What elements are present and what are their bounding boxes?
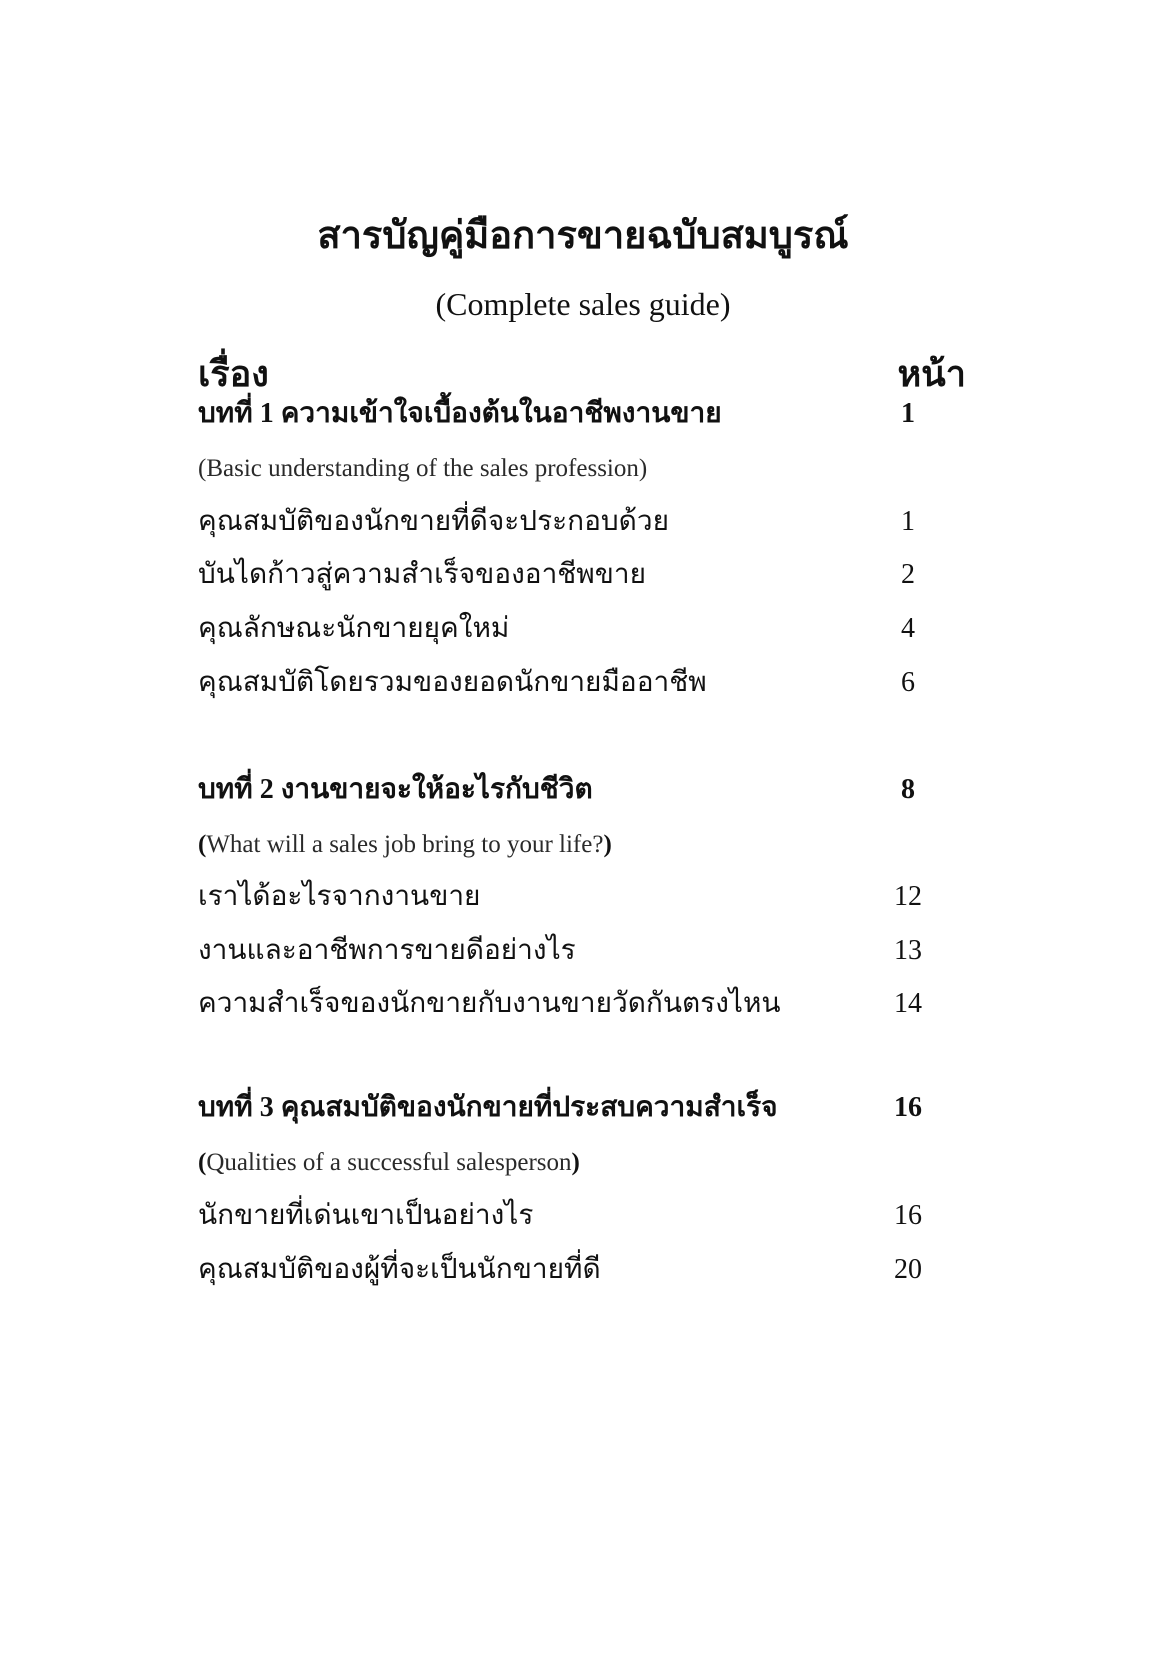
chapter-1-english-title [198, 446, 938, 492]
toc-entry [198, 499, 938, 545]
chapter-2-row [198, 767, 938, 813]
toc-entry-title: นักขายที่เด่นเขาเป็นอย่างไร [198, 1200, 534, 1231]
chapter-2-title: บทที่ 2 งานขายจะให้อะไรกับชีวิต [198, 774, 593, 805]
close-paren: ) [571, 1149, 580, 1176]
page-title: สารบัญคู่มือการขายฉบับสมบูรณ์ [317, 215, 849, 257]
chapter-3-title: บทที่ 3 คุณสมบัติของนักขายที่ประสบความสำเร็จ [198, 1092, 778, 1123]
close-paren: ) [603, 831, 612, 858]
toc-entry [198, 981, 938, 1027]
toc-entry [198, 606, 938, 652]
toc-entry-title: คุณสมบัติของนักขายที่ดีจะประกอบด้วย [198, 506, 669, 537]
toc-entry-title: คุณสมบัติของผู้ที่จะเป็นนักขายที่ดี [198, 1254, 601, 1285]
toc-entry [198, 552, 938, 598]
toc-entry-page: 2 [901, 559, 915, 590]
open-paren: ( [198, 1149, 207, 1176]
topic-column-header: เรื่อง [198, 354, 269, 394]
toc-entry [198, 660, 938, 706]
toc-entry-title: บันไดก้าวสู่ความสำเร็จของอาชีพขาย [198, 559, 647, 590]
chapter-2-english-text: What will a sales job bring to your life? [206, 831, 604, 858]
chapter-3-row [198, 1085, 938, 1131]
chapter-1-title: บทที่ 1 ความเข้าใจเบื้องต้นในอาชีพงานขาย [198, 398, 722, 429]
toc-entry-page: 20 [894, 1254, 922, 1285]
toc-entry-page: 14 [894, 988, 922, 1019]
toc-entry-page: 6 [901, 667, 915, 698]
toc-entry [198, 928, 938, 974]
toc-entry-page: 13 [894, 935, 922, 966]
toc-entry-page: 12 [894, 881, 922, 912]
chapter-3-english-text: Qualities of a successful salesperson [206, 1149, 572, 1176]
toc-entry-title: คุณสมบัติโดยรวมของยอดนักขายมืออาชีพ [198, 667, 707, 698]
toc-entry-page: 4 [901, 613, 915, 644]
toc-entry [198, 1247, 938, 1293]
chapter-1-english-text: (Basic understanding of the sales profession) [198, 455, 648, 482]
chapter-2-english-title [198, 822, 938, 868]
toc-entry-title: คุณลักษณะนักขายยุคใหม่ [198, 613, 510, 644]
toc-entry-title: ความสำเร็จของนักขายกับงานขายวัดกันตรงไหน [198, 988, 781, 1019]
toc-entry-page: 1 [901, 506, 915, 537]
toc-entry [198, 874, 938, 920]
chapter-1-row [198, 391, 938, 437]
toc-entry-title: งานและอาชีพการขายดีอย่างไร [198, 935, 576, 966]
page-subtitle: (Complete sales guide) [435, 286, 731, 322]
toc-entry-title: เราได้อะไรจากงานขาย [198, 881, 481, 912]
open-paren: ( [198, 831, 207, 858]
toc-entry-page: 16 [894, 1200, 922, 1231]
toc-entry [198, 1193, 938, 1239]
chapter-3-page: 16 [894, 1092, 922, 1123]
chapter-3-english-title [198, 1140, 938, 1186]
chapter-2-page: 8 [901, 774, 915, 805]
page-column-header: หน้า [897, 354, 966, 394]
chapter-1-page: 1 [901, 398, 915, 429]
